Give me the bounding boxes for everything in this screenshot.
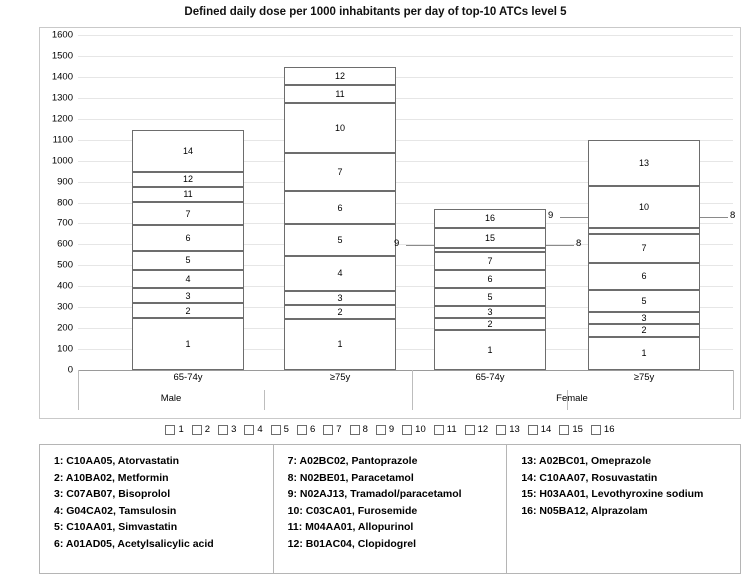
key-row: 3: C07AB07, Bisoprolol xyxy=(54,488,171,500)
bar-segment: 3 xyxy=(588,312,700,324)
bar-segment: 3 xyxy=(284,291,396,305)
bar-segment: 13 xyxy=(588,140,700,186)
legend-item-label: 7 xyxy=(336,424,342,435)
group-axis-label: Male xyxy=(160,393,182,404)
legend-item[interactable] xyxy=(376,424,394,435)
segment-callout-right: 8 xyxy=(730,209,736,221)
y-axis-tick-label: 1300 xyxy=(51,92,73,104)
legend-item[interactable] xyxy=(402,424,426,435)
legend-item-label: 12 xyxy=(477,424,489,435)
y-axis-tick-label: 1200 xyxy=(51,113,73,125)
bar-segment: 10 xyxy=(284,103,396,153)
callout-leader-line xyxy=(406,245,434,246)
key-row: 10: C03CA01, Furosemide xyxy=(287,504,418,517)
y-axis-tick-label: 1500 xyxy=(51,50,73,62)
bar-segment: 4 xyxy=(284,256,396,292)
legend-item-label: 15 xyxy=(572,424,583,435)
bar-segment: 2 xyxy=(284,305,396,319)
y-axis-tick-label: 1600 xyxy=(51,29,73,41)
bar-segment: 2 xyxy=(588,324,700,337)
key-row: 11: M04AA01, Allopurinol xyxy=(287,521,414,533)
legend-swatch-icon xyxy=(376,425,386,435)
stacked-bar xyxy=(132,130,244,370)
axis-separator xyxy=(733,370,734,410)
legend-item-label: 6 xyxy=(309,424,316,435)
stacked-bar xyxy=(284,67,396,370)
y-axis-tick-label: 0 xyxy=(67,364,73,376)
legend-swatch-icon xyxy=(496,425,506,435)
callout-leader-line xyxy=(700,217,728,218)
bar-segment: 7 xyxy=(284,153,396,191)
legend-swatch-icon xyxy=(434,425,444,435)
bar-segment: 12 xyxy=(284,67,396,85)
legend-item-label: 10 xyxy=(415,424,426,435)
callout-leader-line xyxy=(560,217,588,218)
key-row: 7: A02BC02, Pantoprazole xyxy=(287,455,418,467)
segment-callout-right: 8 xyxy=(576,238,582,250)
category-tick-label: 65-74y xyxy=(475,372,505,383)
stacked-bar xyxy=(588,140,700,370)
legend-item[interactable] xyxy=(528,424,552,435)
y-axis-tick-label: 500 xyxy=(57,259,73,271)
bar-segment xyxy=(434,248,546,252)
key-row: 16: N05BA12, Alprazolam xyxy=(521,504,648,517)
atc-key-table xyxy=(39,444,741,574)
key-column-3 xyxy=(506,445,740,573)
legend-item[interactable] xyxy=(496,424,520,435)
legend-item[interactable] xyxy=(165,424,183,435)
axis-separator xyxy=(78,370,79,410)
legend-item[interactable] xyxy=(323,424,341,435)
y-axis-tick-label: 800 xyxy=(57,197,73,208)
bar-segment: 1 xyxy=(284,319,396,370)
bar-segment: 2 xyxy=(434,318,546,331)
key-row: 2: A10BA02, Metformin xyxy=(54,471,169,484)
y-axis-tick-label: 300 xyxy=(57,301,73,313)
y-axis-tick-label: 700 xyxy=(57,217,73,229)
legend-item[interactable] xyxy=(434,424,457,435)
key-row: 9: N02AJ13, Tramadol/paracetamol xyxy=(287,488,462,500)
bar-segment: 3 xyxy=(132,288,244,303)
bar-segment: 1 xyxy=(434,330,546,370)
key-column-1 xyxy=(40,445,273,573)
legend-swatch-icon xyxy=(218,425,228,435)
key-row: 14: C10AA07, Rosuvastatin xyxy=(521,471,658,484)
legend-swatch-icon xyxy=(323,425,333,435)
legend-item[interactable] xyxy=(192,424,210,435)
legend-item-label: 11 xyxy=(446,424,457,435)
legend-swatch-icon xyxy=(350,425,360,435)
legend-item[interactable] xyxy=(559,424,583,435)
gridline xyxy=(78,35,733,36)
legend-swatch-icon xyxy=(297,425,307,435)
segment-callout-left: 9 xyxy=(394,238,400,250)
category-tick-label: ≥75y xyxy=(329,372,351,383)
bar-segment: 3 xyxy=(434,306,546,318)
legend-swatch-icon xyxy=(528,425,538,435)
key-row: 15: H03AA01, Levothyroxine sodium xyxy=(521,488,704,500)
legend-item[interactable] xyxy=(350,424,368,435)
group-axis-label: Female xyxy=(556,393,588,404)
bar-segment: 12 xyxy=(132,172,244,187)
bar-segment: 6 xyxy=(588,263,700,290)
bar-segment: 5 xyxy=(132,251,244,270)
y-axis-tick-label: 900 xyxy=(57,176,73,188)
gridline xyxy=(78,119,733,120)
category-tick-label: ≥75y xyxy=(633,372,655,383)
legend-swatch-icon xyxy=(192,425,202,435)
legend-item-label: 9 xyxy=(388,424,395,435)
legend-swatch-icon xyxy=(271,425,281,435)
bar-segment: 5 xyxy=(284,224,396,255)
y-axis-tick-label: 1400 xyxy=(51,71,73,83)
y-axis-tick-label: 100 xyxy=(57,343,73,355)
legend-swatch-icon xyxy=(165,425,175,435)
key-column-2 xyxy=(273,445,507,573)
key-row: 12: B01AC04, Clopidogrel xyxy=(287,537,417,550)
key-row: 1: C10AA05, Atorvastatin xyxy=(54,455,180,467)
bar-segment: 7 xyxy=(588,234,700,263)
bar-segment: 11 xyxy=(284,85,396,103)
legend-item[interactable] xyxy=(244,424,262,435)
y-axis-tick-label: 1100 xyxy=(52,134,73,146)
legend-swatch-icon xyxy=(559,425,569,435)
legend-item-label: 3 xyxy=(231,424,237,435)
legend-item-label: 14 xyxy=(540,424,552,435)
bar-segment: 5 xyxy=(588,290,700,312)
category-axis xyxy=(78,370,733,418)
y-axis-tick-label: 200 xyxy=(57,322,73,334)
bar-segment: 1 xyxy=(132,318,244,370)
legend-swatch-icon xyxy=(244,425,254,435)
axis-separator xyxy=(264,390,265,410)
bar-segment: 15 xyxy=(434,228,546,248)
key-row: 13: A02BC01, Omeprazole xyxy=(521,455,652,467)
bar-segment: 6 xyxy=(434,270,546,288)
bar-segment: 16 xyxy=(434,209,546,228)
plot-area xyxy=(51,29,736,376)
legend-item[interactable] xyxy=(591,424,615,435)
y-axis-tick-label: 1000 xyxy=(51,155,73,167)
bar-segment: 6 xyxy=(132,225,244,251)
key-row: 5: C10AA01, Simvastatin xyxy=(54,521,178,533)
bar-segment: 4 xyxy=(132,270,244,288)
y-axis-tick-label: 600 xyxy=(57,238,73,250)
legend-swatch-icon xyxy=(402,425,412,435)
callout-leader-line xyxy=(546,245,574,246)
gridline xyxy=(78,77,733,78)
chart-title: Defined daily dose per 1000 inhabitants per day of top-10 ATCs level 5 xyxy=(184,6,567,18)
key-row: 8: N02BE01, Paracetamol xyxy=(287,471,414,484)
key-row: 6: A01AD05, Acetylsalicylic acid xyxy=(54,537,214,550)
bar-segment xyxy=(588,228,700,233)
bar-segment: 5 xyxy=(434,288,546,306)
legend-item[interactable] xyxy=(271,424,289,435)
bar-segment: 7 xyxy=(132,202,244,225)
legend-item-label: 1 xyxy=(178,424,184,435)
bar-segment: 1 xyxy=(588,337,700,371)
bar-segment: 11 xyxy=(132,187,244,202)
legend-swatch-icon xyxy=(591,425,601,435)
legend-item-label: 13 xyxy=(509,424,520,435)
bar-segment: 14 xyxy=(132,130,244,172)
bar-segment: 2 xyxy=(132,303,244,318)
y-axis-tick-label: 400 xyxy=(57,280,73,292)
axis-separator xyxy=(412,370,413,410)
legend-item[interactable] xyxy=(465,424,489,435)
legend-item-label: 2 xyxy=(204,424,211,435)
gridline xyxy=(78,56,733,57)
gridline xyxy=(78,98,733,99)
category-tick-label: 65-74y xyxy=(173,372,203,383)
legend-item-label: 16 xyxy=(603,424,615,435)
bar-segment: 6 xyxy=(284,191,396,225)
legend-item[interactable] xyxy=(297,424,315,435)
bar-segment: 7 xyxy=(434,252,546,270)
bar-segment: 10 xyxy=(588,186,700,228)
legend-item[interactable] xyxy=(218,424,236,435)
segment-callout-left: 9 xyxy=(548,209,554,221)
legend-item-label: 5 xyxy=(283,424,289,435)
legend-item-label: 8 xyxy=(362,424,368,435)
stacked-bar xyxy=(434,209,546,370)
legend-swatch-icon xyxy=(465,425,475,435)
legend-item-label: 4 xyxy=(257,424,263,435)
key-row: 4: G04CA02, Tamsulosin xyxy=(54,504,177,517)
chart-legend xyxy=(39,424,741,435)
